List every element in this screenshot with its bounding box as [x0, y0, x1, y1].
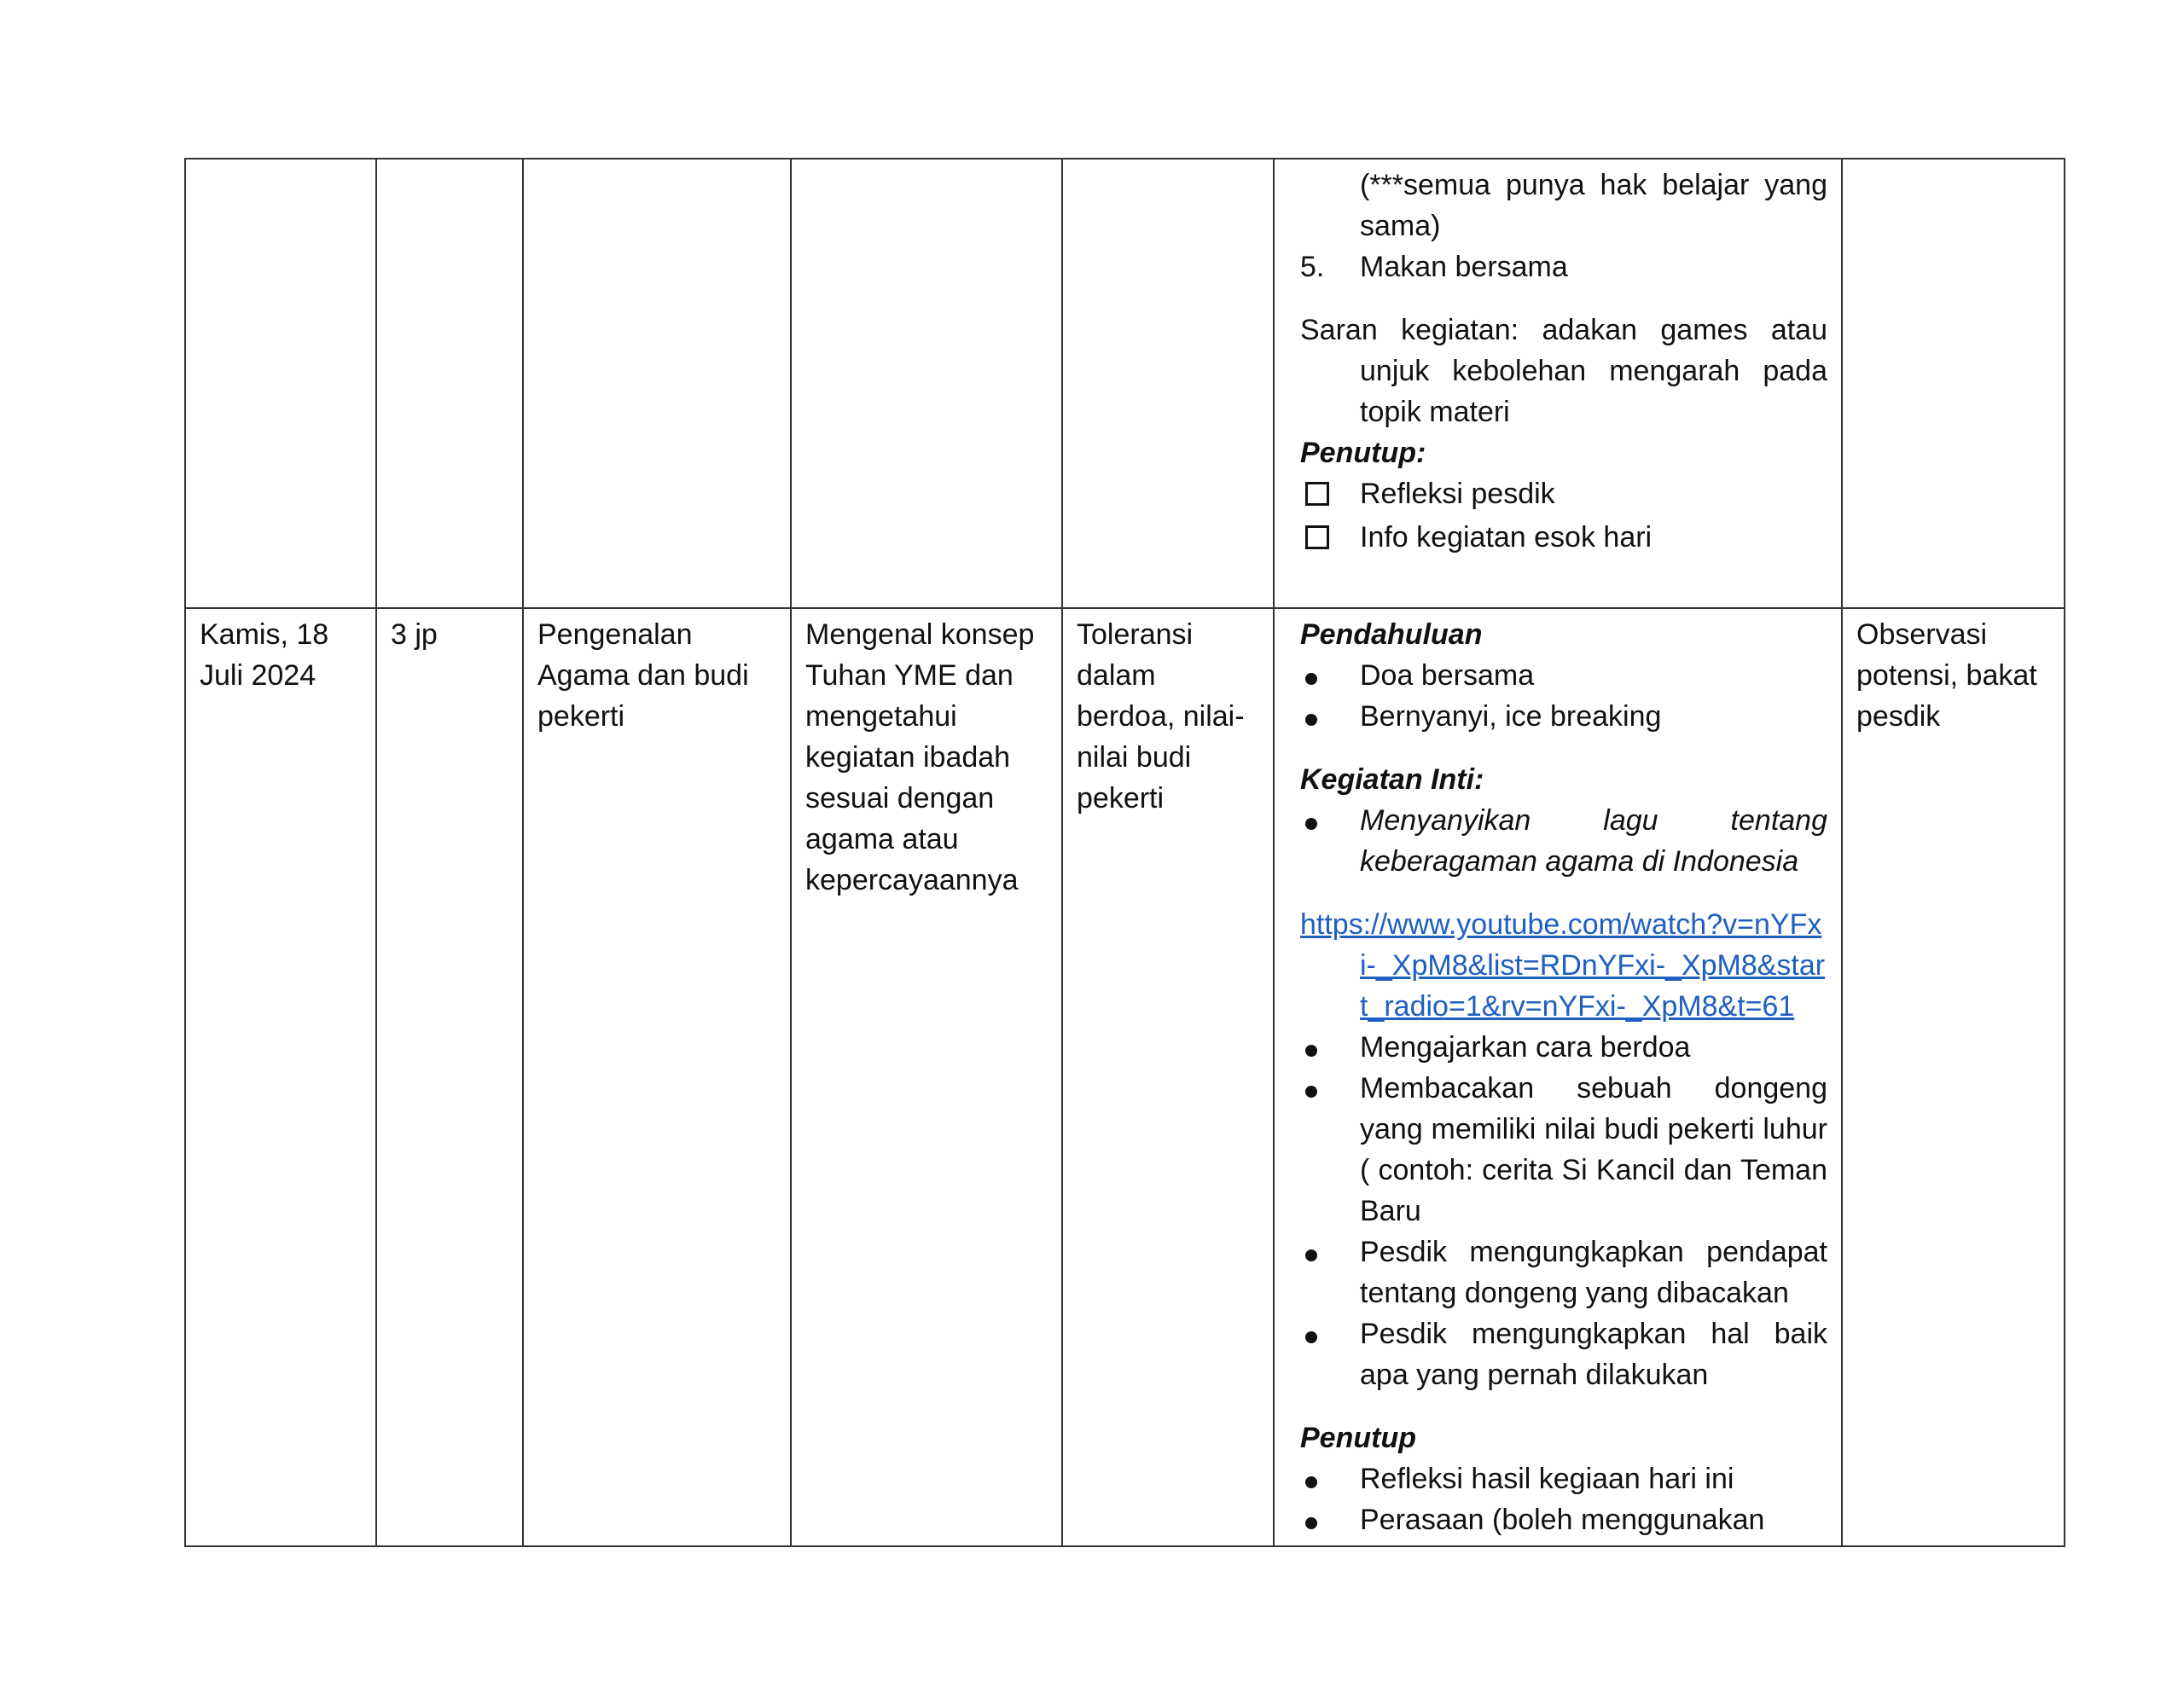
- bullet-icon: [1305, 1249, 1317, 1261]
- list-item-text: Refleksi hasil kegiaan hari ini: [1360, 1463, 1734, 1495]
- list-item: [1300, 655, 1827, 696]
- day-cell: [185, 608, 376, 1546]
- continued-text: (***semua punya hak belajar yang sama): [1360, 169, 1827, 242]
- goal-cell: [791, 608, 1062, 1546]
- list-item: [1300, 246, 1827, 287]
- time-text: 3 jp: [391, 618, 438, 651]
- list-item-text: Bernyanyi, ice breaking: [1360, 700, 1662, 733]
- goal-cell: [791, 159, 1062, 608]
- list-item: [1300, 1458, 1827, 1499]
- list-item-text: Info kegiatan esok hari: [1360, 521, 1653, 554]
- value-text: Toleransi dalam berdoa, nilai-nilai budi pekerti: [1077, 618, 1245, 815]
- list-item: [1300, 473, 1827, 517]
- list-item-text: Refleksi pesdik: [1360, 478, 1555, 510]
- youtube-link[interactable]: https://www.youtube.com/watch?v=nYFxi-_XpM8&list=RDnYFxi-_XpM8&start_radio=1&rv=nYFxi-_XpM8&t=61: [1300, 908, 1826, 1023]
- list-item-text: Perasaan (boleh menggunakan: [1360, 1504, 1765, 1536]
- list-number: 5.: [1300, 251, 1325, 283]
- core-activity-heading: Kegiatan Inti:: [1300, 763, 1484, 796]
- closing-heading: Penutup:: [1300, 437, 1426, 469]
- table-row: [185, 608, 2065, 1546]
- list-item-text: Mengajarkan cara berdoa: [1360, 1031, 1691, 1064]
- bullet-icon: [1305, 1045, 1317, 1057]
- value-cell: [1062, 159, 1274, 608]
- bullet-icon: [1305, 1517, 1317, 1529]
- bullet-icon: [1305, 1086, 1317, 1098]
- table-row: [185, 159, 2065, 608]
- list-item-text: Pesdik mengungkapkan pendapat tentang dongeng yang dibacakan: [1360, 1236, 1827, 1309]
- day-text: Kamis, 18 Juli 2024: [200, 618, 329, 692]
- lesson-plan-table: [184, 158, 2065, 1547]
- assessment-text: Observasi potensi, bakat pesdik: [1856, 618, 2037, 733]
- list-item: [1300, 1499, 1827, 1540]
- list-item: [1300, 517, 1827, 560]
- bullet-icon: [1305, 1476, 1317, 1488]
- assessment-cell: [1842, 159, 2065, 608]
- list-item-text: Doa bersama: [1360, 659, 1535, 692]
- day-cell: [185, 159, 376, 608]
- time-cell: [376, 159, 523, 608]
- topic-cell: [523, 159, 791, 608]
- suggestion-text: Saran kegiatan: adakan games atau unjuk kebolehan mengarah pada topik materi: [1300, 314, 1827, 428]
- list-item: [1300, 1232, 1827, 1313]
- goal-text: Mengenal konsep Tuhan YME dan mengetahui kegiatan ibadah sesuai dengan agama atau kepercayaannya: [805, 618, 1035, 896]
- bullet-icon: [1305, 714, 1317, 726]
- assessment-cell: [1842, 608, 2065, 1546]
- bullet-icon: [1305, 673, 1317, 685]
- time-cell: [376, 608, 523, 1546]
- list-item: [1300, 1313, 1827, 1395]
- closing-heading: Penutup: [1300, 1422, 1416, 1454]
- value-cell: [1062, 608, 1274, 1546]
- bullet-icon: [1305, 1331, 1317, 1343]
- topic-cell: [523, 608, 791, 1546]
- checkbox-icon: [1305, 525, 1329, 549]
- activities-cell: [1274, 608, 1842, 1546]
- opening-heading: Pendahuluan: [1300, 618, 1483, 651]
- list-item: [1300, 696, 1827, 737]
- bullet-icon: [1305, 818, 1317, 830]
- list-item-text: Membacakan sebuah dongeng yang memiliki nilai budi pekerti luhur ( contoh: cerita Si Kancil dan Teman Baru: [1360, 1072, 1827, 1227]
- topic-text: Pengenalan Agama dan budi pekerti: [537, 618, 749, 733]
- list-item: [1300, 1068, 1827, 1232]
- list-item: [1300, 1027, 1827, 1068]
- list-item-text: Pesdik mengungkapkan hal baik apa yang pernah dilakukan: [1360, 1318, 1827, 1391]
- checkbox-icon: [1305, 482, 1329, 506]
- list-item-text: Menyanyikan lagu tentang keberagaman agama di Indonesia: [1360, 804, 1827, 878]
- activities-cell: [1274, 159, 1842, 608]
- list-item: [1300, 800, 1827, 882]
- list-item-text: Makan bersama: [1360, 251, 1568, 283]
